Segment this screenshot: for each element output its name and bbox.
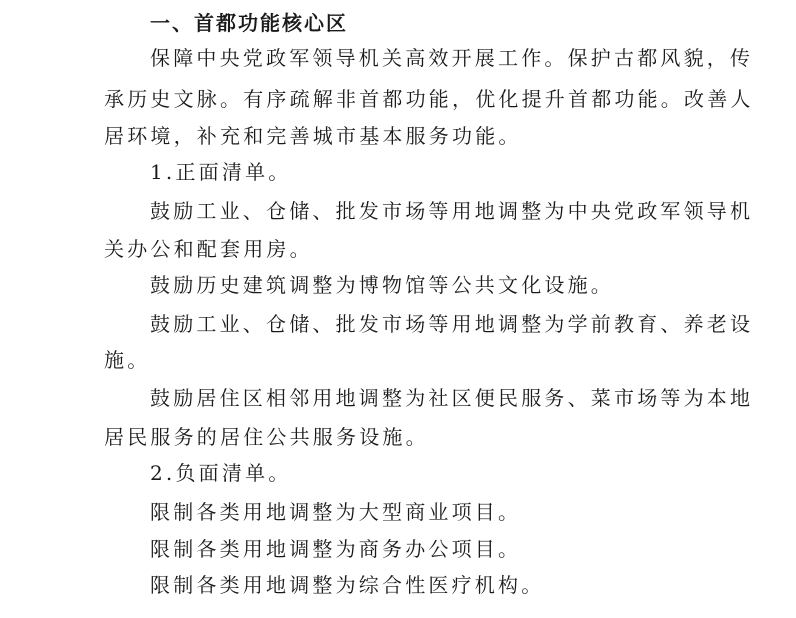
positive-item-3-line-2: 施。 <box>104 348 151 372</box>
positive-item-4-line-1: 鼓励居住区相邻用地调整为社区便民服务、菜市场等为本地 <box>150 386 754 410</box>
negative-item-2: 限制各类用地调整为商务办公项目。 <box>150 537 522 561</box>
section-heading: 一、首都功能核心区 <box>150 11 348 35</box>
positive-item-3-line-1: 鼓励工业、仓储、批发市场等用地调整为学前教育、养老设 <box>150 312 754 336</box>
positive-item-4-line-2: 居民服务的居住公共服务设施。 <box>104 425 429 449</box>
positive-item-2: 鼓励历史建筑调整为博物馆等公共文化设施。 <box>150 273 614 297</box>
paragraph-1-line-1: 保障中央党政军领导机关高效开展工作。保护古都风貌，传 <box>150 46 754 70</box>
paragraph-1-line-3: 居环境，补充和完善城市基本服务功能。 <box>104 124 522 148</box>
negative-item-1: 限制各类用地调整为大型商业项目。 <box>150 500 522 524</box>
paragraph-1-line-2: 承历史文脉。有序疏解非首都功能，优化提升首都功能。改善人 <box>104 87 754 111</box>
negative-list-title: 2.负面清单。 <box>150 461 292 485</box>
positive-item-1-line-1: 鼓励工业、仓储、批发市场等用地调整为中央党政军领导机 <box>150 199 754 223</box>
positive-item-1-line-2: 关办公和配套用房。 <box>104 237 313 261</box>
positive-list-title: 1.正面清单。 <box>150 160 292 184</box>
negative-item-3: 限制各类用地调整为综合性医疗机构。 <box>150 573 545 597</box>
